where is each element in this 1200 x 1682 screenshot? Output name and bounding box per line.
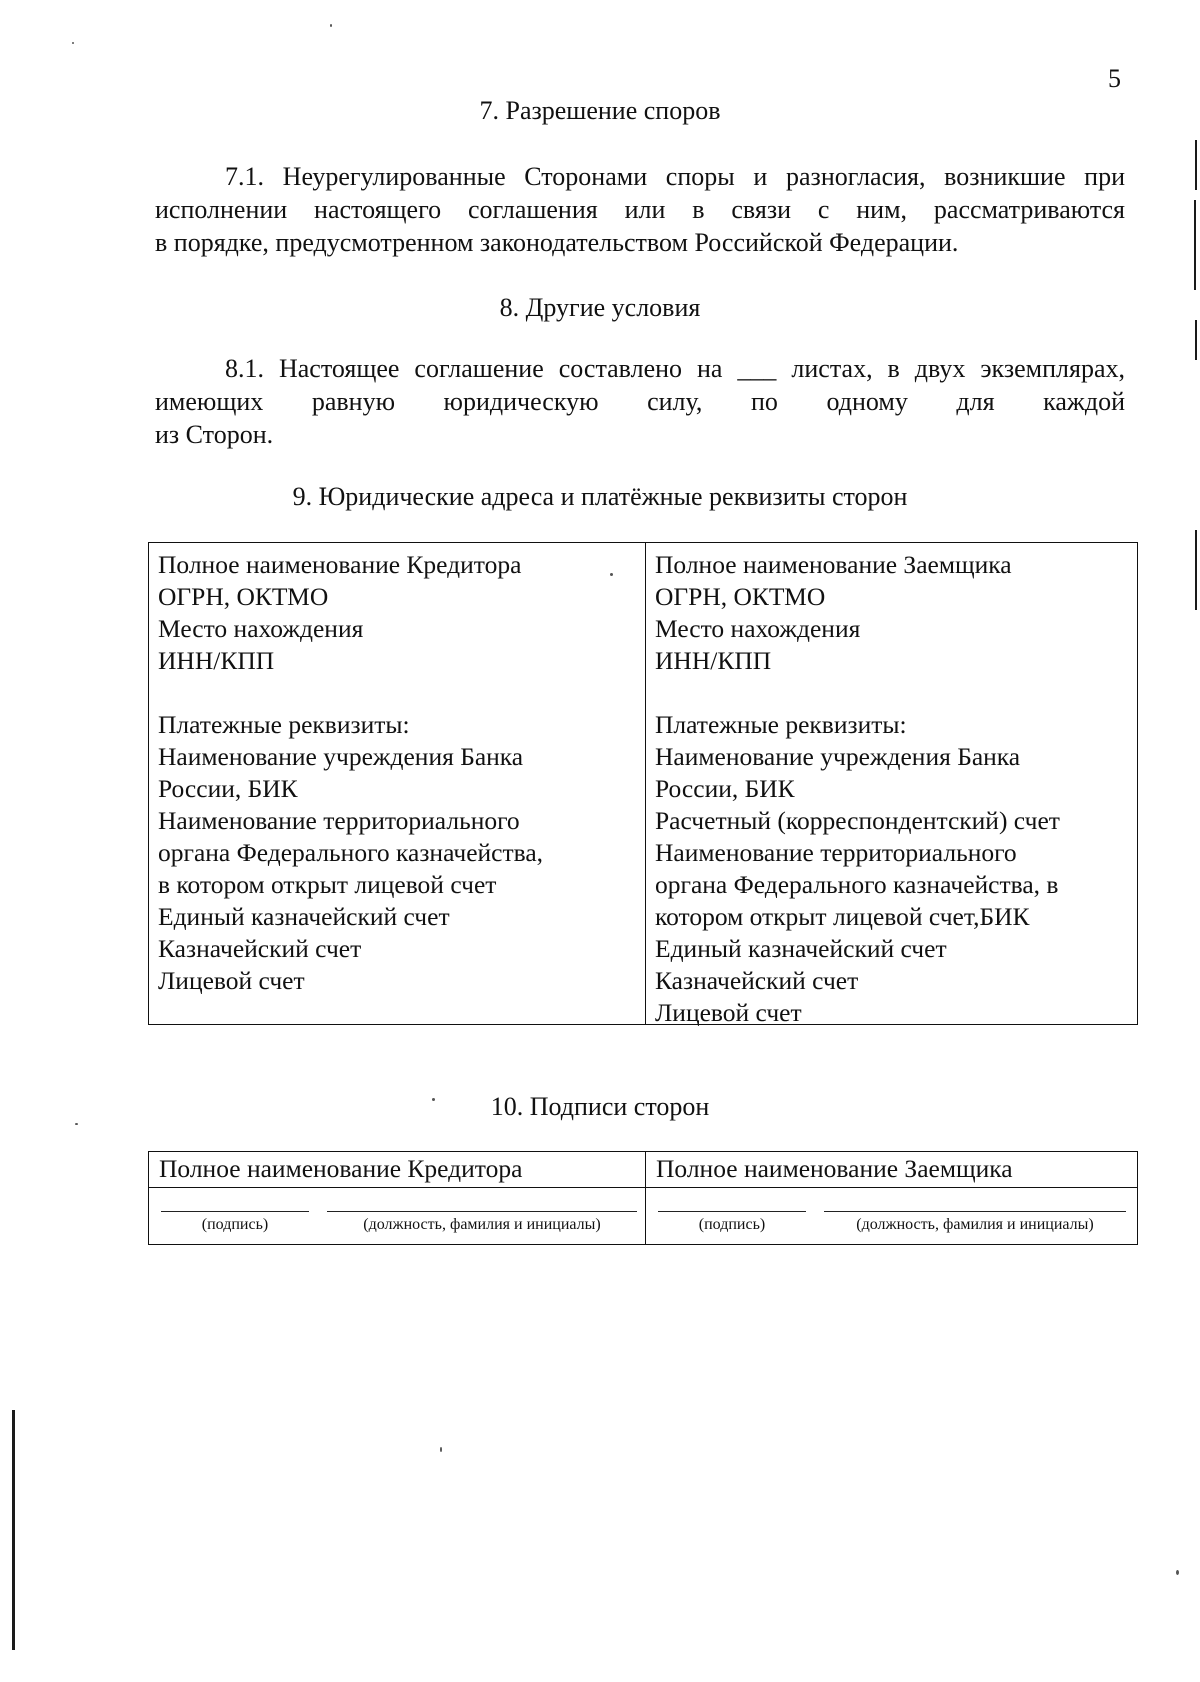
borrower-requisite-line: Казначейский счет <box>655 966 859 995</box>
section-9-heading: 9. Юридические адреса и платёжные реквизиты сторон <box>292 482 908 511</box>
scan-speck <box>1176 1570 1179 1575</box>
section-8-line-2: имеющих равную юридическую силу, по одному для каждой <box>155 387 1125 416</box>
signatures-header-row <box>149 1152 1137 1188</box>
borrower-requisite-line: органа Федерального казначейства, в <box>655 870 1059 899</box>
borrower-requisite-line: ОГРН, ОКТМО <box>655 582 826 611</box>
creditor-requisite-line: в котором открыт лицевой счет <box>158 870 497 899</box>
creditor-signature-cell <box>149 1188 646 1244</box>
section-8-paragraph <box>155 352 1125 451</box>
creditor-position-line <box>327 1211 637 1212</box>
section-7-line-3: в порядке, предусмотренном законодательством Российской Федерации. <box>155 228 959 257</box>
section-8-line-1: 8.1. Настоящее соглашение составлено на ___ листах, в двух экземплярах, <box>225 354 1125 383</box>
borrower-signature-cell <box>646 1188 1137 1244</box>
borrower-requisite-line: Лицевой счет <box>655 998 802 1027</box>
creditor-requisite-line: Место нахождения <box>158 614 364 643</box>
borrower-requisite-line: Платежные реквизиты: <box>655 710 907 739</box>
borrower-requisite-line: ИНН/КПП <box>655 646 772 675</box>
borrower-requisite-line: котором открыт лицевой счет,БИК <box>655 902 1030 931</box>
borrower-requisite-line: Расчетный (корреспондентский) счет <box>655 806 1060 835</box>
scan-speck <box>440 1447 442 1452</box>
creditor-signature-caption: (подпись) <box>201 1216 269 1233</box>
section-8-heading: 8. Другие условия <box>499 293 701 322</box>
creditor-name-cell: Полное наименование Кредитора <box>149 1152 646 1187</box>
borrower-requisite-line: Полное наименование Заемщика <box>655 550 1012 579</box>
signatures-table <box>148 1151 1138 1245</box>
creditor-requisite-line: Казначейский счет <box>158 934 362 963</box>
scan-speck <box>610 573 613 576</box>
creditor-requisite-line: Платежные реквизиты: <box>158 710 410 739</box>
section-10-heading: 10. Подписи сторон <box>490 1092 710 1121</box>
section-7-line-1: 7.1. Неурегулированные Сторонами споры и разногласия, возникшие при <box>225 162 1125 191</box>
creditor-position-caption: (должность, фамилия и инициалы) <box>363 1216 601 1233</box>
borrower-requisite-line: России, БИК <box>655 774 795 803</box>
section-7-heading: 7. Разрешение споров <box>479 96 721 125</box>
scan-speck <box>72 42 74 44</box>
borrower-requisite-line: Наименование территориального <box>655 838 1017 867</box>
borrower-name-cell: Полное наименование Заемщика <box>656 1154 1013 1183</box>
section-7-line-2: исполнении настоящего соглашения или в связи с ним, рассматриваются <box>155 195 1125 224</box>
creditor-requisite-line: Наименование учреждения Банка <box>158 742 524 771</box>
scan-speck <box>432 1098 435 1101</box>
scan-edge-mark-right <box>1195 140 1197 190</box>
borrower-requisites-cell <box>646 543 1137 1027</box>
scan-edge-mark-right <box>1195 320 1197 360</box>
borrower-requisite-line: Единый казначейский счет <box>655 934 947 963</box>
creditor-requisite-line: России, БИК <box>158 774 298 803</box>
scan-edge-mark-right <box>1195 530 1197 610</box>
creditor-requisites-cell <box>149 543 646 1024</box>
creditor-requisite-line: ОГРН, ОКТМО <box>158 582 329 611</box>
creditor-requisite-line: ИНН/КПП <box>158 646 275 675</box>
borrower-position-line <box>824 1211 1126 1212</box>
borrower-requisite-gap <box>655 677 1137 709</box>
borrower-requisite-line: Место нахождения <box>655 614 861 643</box>
scan-speck <box>75 1123 78 1125</box>
creditor-requisite-line: Полное наименование Кредитора <box>158 550 522 579</box>
section-8-line-3: из Сторон. <box>155 420 274 449</box>
scan-edge-mark-left <box>12 1410 15 1650</box>
creditor-requisite-line: Лицевой счет <box>158 966 305 995</box>
creditor-requisite-line: Наименование территориального <box>158 806 520 835</box>
creditor-requisite-line: Единый казначейский счет <box>158 902 450 931</box>
creditor-requisite-line: органа Федерального казначейства, <box>158 838 544 867</box>
borrower-signature-line <box>658 1211 806 1212</box>
borrower-signature-caption: (подпись) <box>698 1216 766 1233</box>
requisites-table <box>148 542 1138 1025</box>
scan-speck <box>330 24 332 27</box>
scan-edge-mark-right <box>1194 200 1196 290</box>
borrower-requisite-line: Наименование учреждения Банка <box>655 742 1021 771</box>
borrower-position-caption: (должность, фамилия и инициалы) <box>856 1216 1094 1233</box>
section-7-paragraph <box>155 160 1125 259</box>
page-number: 5 <box>1108 64 1121 93</box>
creditor-requisite-gap <box>158 677 645 709</box>
signatures-row <box>149 1188 1137 1244</box>
creditor-signature-line <box>161 1211 309 1212</box>
